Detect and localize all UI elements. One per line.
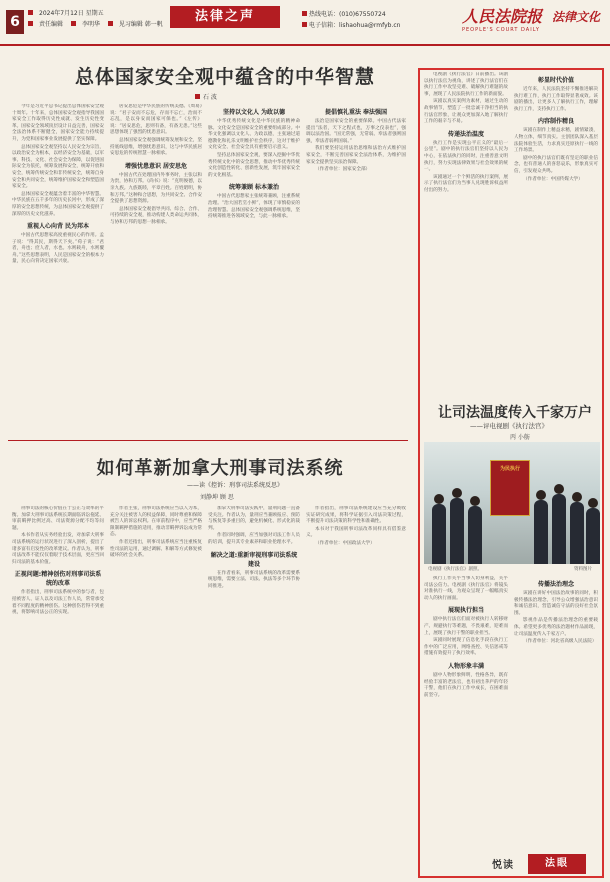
paragraph: （作者单位：中国政法大学） — [315, 540, 375, 546]
article2-col2 — [110, 506, 202, 876]
hotline: (010)67550724 — [339, 11, 386, 18]
paper-logo — [462, 4, 546, 34]
square-icon — [195, 94, 200, 99]
square-icon — [302, 11, 307, 16]
subheading: 展现执行担当 — [447, 607, 484, 615]
paragraph: 中华优秀传统文化是中华民族的精神命脉。文化安全是国家安全的重要组成部分。中华文化强调以文化人、为政以德，主张通过道德教化和礼乐文明维护社会秩序，这对于维护文化安全、社会安全具有重要启示意义。 — [208, 119, 300, 151]
square-icon — [71, 21, 76, 26]
person-figure — [432, 504, 446, 564]
person-figure — [468, 506, 482, 564]
paragraph: 法治是国家安全的重要保障。中国古代法家提出“法者，天下之程式也，万事之仪表也”，强调以法治国。“国无常强，无常弱。奉法者强则国强，奉法者弱则国弱。” — [306, 119, 406, 144]
subheading: 增强忧患意识 居安思危 — [124, 162, 188, 170]
paragraph: 在作者看来，刑事司法系统的改革需要系统思维，需要立法、司法、执法等多个环节协同推进。 — [208, 570, 300, 589]
article3-subtitle: ——评电视剧《执行法官》 — [470, 422, 548, 430]
paragraph: 本书对于我国刑事司法改革同样具有借鉴意义。 — [306, 526, 406, 539]
paragraph: 该剧在讲好中国法治故事的同时，积极传播法治理念，引导公众增强法治意识和诚信意识，营造诚信守法的良好社会氛围。 — [514, 591, 598, 616]
article1-col1 — [12, 104, 104, 434]
subheading: 统筹兼顾 标本兼治 — [228, 184, 280, 192]
header-review: 见习编辑 韩一帆 — [118, 21, 163, 28]
header-editor: 责任编辑 — [39, 21, 64, 28]
paragraph: 中国古代思想家高度重视民心的作用。孟子说：“得其民，斯得天下矣。”荀子说：“君者，舟也；庶人者，水也。水则载舟，水则覆舟。”这些思想表明，人民是国家安全的根本力量，民心向背决定国家兴衰。 — [12, 233, 104, 265]
article1-col2 — [110, 104, 202, 434]
square-icon — [28, 10, 33, 15]
paper-en: PEOPLE'S COURT DAILY — [462, 27, 540, 33]
subheading: 传递法治温度 — [447, 130, 484, 138]
paragraph: 作者主张，刑事司法系统应当以人为本，充分关注被害人的权益保障，同时尊重和保障被告人的诉讼权利。在审前程序中，应当严格限制羁押措施的适用，推动非羁押诉讼成为常态。 — [110, 506, 202, 538]
paragraph: 影视作品是传播法治理念的重要载体。希望更多优秀的法治题材作品涌现，让司法温度传入千家万户。 — [514, 618, 598, 637]
paragraph: 总体国家安全观倡导共同、综合、合作、可持续的安全观，推动构建人类命运共同体，与协和万邦的思想一脉相承。 — [110, 206, 202, 225]
article1-col3 — [208, 104, 300, 434]
person-figure — [570, 502, 584, 564]
subheading: 解决之道:重新审视刑事司法系统建设 — [210, 551, 298, 568]
divider — [8, 440, 408, 441]
hotline-label: 热线电话： — [309, 11, 340, 18]
article2-col3 — [208, 506, 300, 876]
paragraph: 今年是习近平总书记提出总体国家安全观十周年。十年来，总体国家安全观指导我国国家安全工作取得历史性成就、发生历史性变革。国家安全领域顶层设计日益完善，国家安全法治体系不断健全，国家安全能力持续提升，为党和国家事业发展提供了坚实保障。 — [12, 104, 104, 142]
paragraph: 剧中的执行法官们既有坚定的职业信念，也有普通人的喜怒哀乐，形象真实可信，引发观众共鸣。 — [514, 155, 598, 174]
paper-name: 人民法院报 — [462, 7, 543, 26]
article3-byline: 丙 小舫 — [510, 434, 530, 441]
footer-columns — [404, 852, 604, 878]
paragraph: 总体国家安全观强调统筹发展和安全，坚持底线思维，增强忧患意识，这与中华民族居安思危的传统智慧一脉相承。 — [110, 137, 202, 157]
column-left: 悦读 — [492, 860, 514, 871]
paragraph: （作者单位：中国传媒大学） — [523, 176, 583, 182]
subheading: 传播法治理念 — [537, 581, 574, 588]
article2-col1 — [12, 506, 104, 876]
article1-title: 总体国家安全观中蕴含的中华智慧 — [74, 66, 375, 88]
subheading: 正视问题:精神创伤对刑事司法系统的改革 — [14, 571, 102, 588]
subheading: 提倡慎礼重法 奉法强国 — [324, 109, 388, 116]
paragraph: 总体国家安全观蕴含着丰富的中华智慧。中华民族在五千多年的历史长河中，形成了深厚的安全思想传统，为总体国家安全观提供了深厚的历史文化滋养。 — [12, 191, 104, 217]
email[interactable]: lishaohua@rmfyb.cn — [339, 22, 401, 29]
header-proof: 李明华 — [81, 21, 100, 28]
header-meta — [28, 8, 169, 30]
paragraph: 加拿大刑事司法实践中，量刑问题一直备受关注。作者认为，量刑应当兼顾报应、预防与恢复等多重目的，避免机械化、形式化的裁判。 — [208, 506, 300, 531]
person-figure — [450, 498, 464, 564]
paragraph: 剧中人物形象鲜明，性格各异，既有经验丰富的老法官，也有初出茅庐的年轻干警，他们在执行工作中成长，在困难面前坚守。 — [424, 672, 508, 698]
page-number: 6 — [6, 10, 24, 34]
article3-col2 — [514, 72, 598, 392]
paragraph: 该剧以真实案例为素材，通过生动的故事情节，塑造了一批忠诚干净担当的执行法官形象，让观众更加深入地了解执行工作的艰辛与不易。 — [424, 99, 508, 125]
subheading: 彰显时代价值 — [537, 77, 574, 84]
paragraph: 该剧在制作上精益求精，剧情紧凑，人物立体，细节真实。主创团队深入基层法院体验生活，力求真实还原执行一线的工作场景。 — [514, 128, 598, 154]
paragraph: 作者指出，刑事司法系统建设应当充分吸收实证研究成果，将科学证据引入司法决策过程，不断提升司法决策的科学性和准确性。 — [306, 506, 406, 525]
paragraph: 作者同时强调，应当加强对司法工作人员的培训，提升其专业素养和职业伦理水平。 — [208, 533, 300, 545]
paragraph: 近年来，人民法院坚持不懈推进解决执行难工作，执行工作取得显著成效。该剧的播出，让更多人了解执行工作，理解执行工作，支持执行工作。 — [514, 87, 598, 112]
subheading: 坚持以文化人 为政以德 — [222, 109, 286, 116]
paragraph: 居安思危是中华民族的传统美德。《周易》说：“君子安而不忘危，存而不忘亡，治而不忘乱，是以身安而国家可保也。”《左传》说：“居安思危，思则有备，有备无患。”这些思想体现了强烈的忧患意识。 — [110, 104, 202, 136]
article2-title: 如何革新加拿大刑事司法系统 — [96, 458, 344, 479]
square-icon — [302, 22, 307, 27]
article2-byline: 刘静坤 顾 思 — [200, 494, 234, 501]
column-right: 法眼 — [528, 854, 586, 874]
person-figure — [586, 508, 600, 564]
paragraph: 作者指出，刑事司法系统中的参与者，包括被害人、证人以及司法工作人员，常常承受着不同程度的精神创伤。这种创伤若得不到重视，将影响司法公正的实现。 — [12, 590, 104, 616]
paragraph: 中国古代在处理国内外事务时，主张以和为贵，协和万邦。《尚书》说：“克明俊德，以亲九族。九族既睦，平章百姓。百姓昭明，协和万邦。”这种和合思想，为共同安全、合作安全提供了思想资源。 — [110, 172, 202, 205]
subheading: 内容制作精良 — [537, 118, 574, 126]
paragraph: 执行工作是实现公平正义的“最后一公里”。剧中的执行法官们坚持以人民为中心，在依法执行的同时，注重善意文明执行，努力实现法律效果与社会效果的统一。 — [424, 140, 508, 173]
paragraph: （作者单位：河北省高级人民法院） — [523, 639, 597, 645]
paragraph: 总体国家安全观坚持以人民安全为宗旨，以政治安全为根本，以经济安全为基础，以军事、科技、文化、社会安全为保障，以促进国际安全为依托，统筹发展和安全，统筹开放和安全，统筹传统安全和非传统安全，统筹自身安全和共同安全，统筹维护国家安全和塑造国家安全。 — [12, 144, 104, 190]
article1-byline — [195, 92, 217, 101]
header-date: 2024年7月12日 星期五 — [39, 10, 104, 17]
paragraph: 该剧同时展现了信息化手段在执行工作中的广泛应用，网络查控、失信惩戒等措施有效提升了执行效率。 — [424, 638, 508, 657]
tv-drama-photo — [424, 442, 600, 564]
paragraph: 电视剧《执行法官》日前播出。该剧以执行法官为视角，讲述了执行法官们在执行工作中攻坚克难、破解执行难题的故事，展现了人民法院执行工作的新面貌。 — [424, 72, 508, 97]
photo-caption: 电视剧《执行法官》剧照。 — [428, 567, 482, 572]
photo-banner — [490, 460, 530, 516]
paragraph: （作者单位：国家安全部） — [315, 167, 371, 173]
page-header — [0, 0, 610, 46]
paragraph: 剧中执行法官们面对被执行人转移财产、规避执行等难题，不畏艰难，迎难而上，展现了执行干警的职业担当。 — [424, 617, 508, 636]
email-label: 电子信箱： — [309, 22, 340, 29]
article1-author: 石 波 — [203, 94, 217, 101]
banner-text: 为民执行 — [499, 466, 520, 472]
paragraph: 我们要坚持运用法治思维和法治方式维护国家安全，不断完善国家安全法治体系，为维护国家安全提供坚实法治保障。 — [306, 146, 406, 165]
paragraph: 坚持总体国家安全观，要深入挖掘中华优秀传统文化中的安全思想，推动中华优秀传统文化创造性转化、创新性发展，筑牢国家安全的文化根基。 — [208, 152, 300, 178]
paragraph: 执行工作关乎当事人切身利益，关乎司法公信力。电视剧《执行法官》将镜头对准执行一线，为观众呈现了一幅幅真实动人的执行画面。 — [424, 576, 508, 601]
article3-title: 让司法温度传入千家万户 — [438, 405, 592, 421]
paragraph: 该剧通过一个个鲜活的执行案例，展示了执行法官们为当事人兑现胜诉权益所付出的努力。 — [424, 174, 508, 193]
square-icon — [28, 21, 33, 26]
square-icon — [108, 21, 113, 26]
section-name: 法律之声 — [170, 6, 280, 28]
header-contact — [302, 9, 401, 31]
person-figure — [552, 494, 566, 564]
article2-col4 — [306, 506, 406, 876]
paragraph: 中国古代思想家主张统筹兼顾，注重系统治理。“治大国若烹小鲜”，体现了审慎稳妥的治理智慧。总体国家安全观强调系统思维，坚持统筹推进各领域安全，与此一脉相承。 — [208, 194, 300, 220]
article3-col1 — [424, 72, 508, 392]
column-name: 法律文化 — [552, 10, 601, 24]
subheading: 重视人心向背 民为邦本 — [26, 223, 90, 231]
article3-col4 — [514, 576, 598, 846]
article3-col3 — [424, 576, 508, 846]
subheading: 人物形象丰满 — [447, 662, 484, 670]
article2-subtitle: ——读《控诉：刑事司法系统反思》 — [186, 482, 283, 489]
paragraph: 本书作者从实务经验出发，对加拿大刑事司法系统的运行状况进行了深入剖析，提出了诸多富有启发性的改革建议。作者认为，刑事司法改革不能仅仅着眼于技术层面，更应当回归司法的基本价值。 — [12, 533, 104, 565]
paragraph: 刑事司法的核心价值在于公正与效率的平衡。加拿大刑事司法系统长期面临诉讼拖延、审前羁押比例过高、司法资源分配不均等问题。 — [12, 506, 104, 531]
photo-credit: 资料图片 — [574, 567, 592, 572]
person-figure — [534, 500, 548, 564]
paragraph: 作者还指出，刑事司法系统应当注重恢复性司法的运用，通过调解、和解等方式修复被破坏的社会关系。 — [110, 539, 202, 559]
article1-col4 — [306, 104, 406, 434]
